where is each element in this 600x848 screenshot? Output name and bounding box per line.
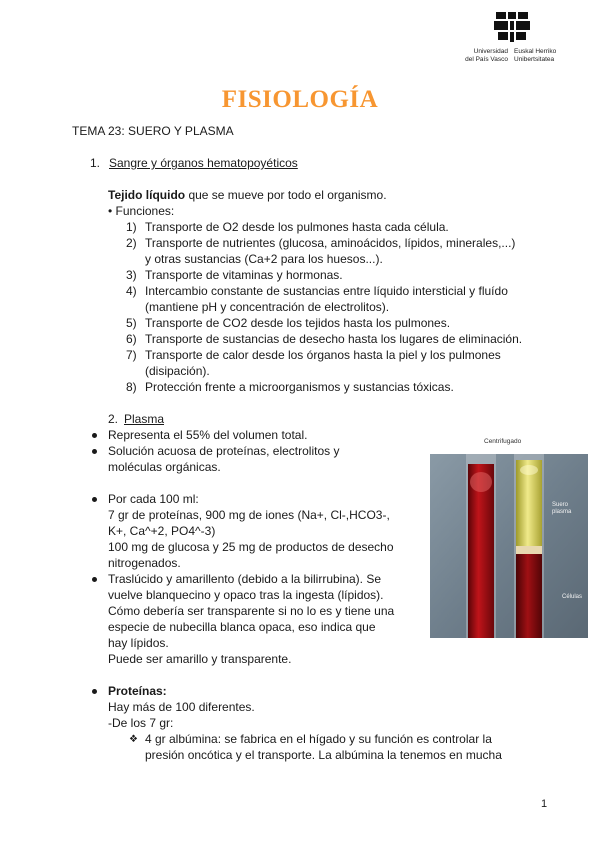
item-number: 5) — [126, 316, 137, 330]
plasma-bullet-cont: 7 gr de proteínas, 900 mg de iones (Na+, Cl-,HCO3-, — [108, 508, 390, 522]
plasma-bullet-cont: hay lípidos. — [108, 636, 169, 650]
page-number: 1 — [541, 798, 548, 810]
proteinas-text: Hay más de 100 diferentes. — [108, 700, 255, 714]
plasma-bullet-cont: K+, Ca^+2, PO4^-3) — [108, 524, 216, 538]
tema-heading: TEMA 23: SUERO Y PLASMA — [72, 124, 234, 138]
albumina-text: presión oncótica y el transporte. La albúmina la tenemos en mucha — [145, 748, 502, 762]
plasma-bullet-cont: moléculas orgánicas. — [108, 460, 221, 474]
diamond-bullet-icon: ❖ — [129, 734, 138, 745]
figure-caption: Centrifugado — [484, 438, 522, 445]
plasma-bullet: Representa el 55% del volumen total. — [108, 428, 308, 442]
item-text: Intercambio constante de sustancias entre líquido intersticial y fluído — [145, 284, 508, 298]
item-number: 4) — [126, 284, 137, 298]
proteinas-heading: Proteínas: — [108, 684, 167, 698]
item-text: Transporte de vitaminas y hormonas. — [145, 268, 343, 282]
section1-heading: Sangre y órganos hematopoyéticos — [109, 156, 298, 170]
item-number: 1) — [126, 220, 137, 234]
ehu-logo-icon — [492, 10, 532, 44]
item-text: (mantiene pH y concentración de electrolitos). — [145, 300, 390, 314]
item-number: 6) — [126, 332, 137, 346]
bullet-icon — [92, 449, 97, 454]
albumina-text: 4 gr albúmina: se fabrica en el hígado y su función es controlar la — [145, 732, 492, 746]
plasma-bullet-cont: nitrogenados. — [108, 556, 181, 570]
funciones-label: • Funciones: — [108, 204, 175, 218]
plasma-bullet: Solución acuosa de proteínas, electrolitos y — [108, 444, 340, 458]
item-text: Transporte de O2 desde los pulmones hasta cada célula. — [145, 220, 449, 234]
label-cells: Células — [562, 594, 583, 600]
bullet-icon — [92, 689, 97, 694]
item-text: Transporte de nutrientes (glucosa, aminoácidos, lípidos, minerales,...) — [145, 236, 516, 250]
item-number: 3) — [126, 268, 137, 282]
plasma-bullet-cont: 100 mg de glucosa y 25 mg de productos de desecho — [108, 540, 394, 554]
logo-text-left: Universidad del País Vasco — [465, 48, 508, 63]
item-number: 2) — [126, 236, 137, 250]
document-title: FISIOLOGÍA — [221, 86, 379, 113]
university-logo — [448, 10, 578, 66]
bullet-icon — [92, 433, 97, 438]
section2-heading: Plasma — [124, 412, 165, 426]
item-text: Transporte de sustancias de desecho hasta los lugares de eliminación. — [145, 332, 523, 346]
logo-text-right: Euskal Herriko Unibertsitatea — [514, 48, 557, 63]
section2-number: 2. — [108, 412, 119, 426]
bullet-icon — [92, 577, 97, 582]
plasma-bullet: Traslúcido y amarillento (debido a la bilirrubina). Se — [108, 572, 382, 586]
plasma-bullet-cont: Puede ser amarillo y transparente. — [108, 652, 292, 666]
plasma-bullet-cont: vuelve blanquecino y opaco tras la ingesta (lípidos). — [108, 588, 384, 602]
test-tubes-image — [430, 454, 588, 638]
proteinas-text: -De los 7 gr: — [108, 716, 174, 730]
item-number: 8) — [126, 380, 137, 394]
section1-number: 1. — [90, 156, 101, 170]
label-plasma: Suero plasma — [552, 502, 572, 515]
section1-intro: Tejido líquido que se mueve por todo el organismo. — [108, 188, 387, 202]
plasma-bullet: Por cada 100 ml: — [108, 492, 199, 506]
centrifuged-blood-photo — [430, 454, 588, 638]
item-number: 7) — [126, 348, 137, 362]
item-text: Transporte de CO2 desde los tejidos hasta los pulmones. — [145, 316, 451, 330]
plasma-bullet-cont: Cómo debería ser transparente si no lo es y tiene una — [108, 604, 395, 618]
item-text: Protección frente a microorganismos y sustancias tóxicas. — [145, 380, 454, 394]
item-text: Transporte de calor desde los órganos hasta la piel y los pulmones — [145, 348, 501, 362]
item-text: y otras sustancias (Ca+2 para los huesos...). — [145, 252, 383, 266]
plasma-bullet-cont: especie de nubecilla blanca opaca, eso indica que — [108, 620, 376, 634]
item-text: (disipación). — [145, 364, 210, 378]
bullet-icon — [92, 497, 97, 502]
